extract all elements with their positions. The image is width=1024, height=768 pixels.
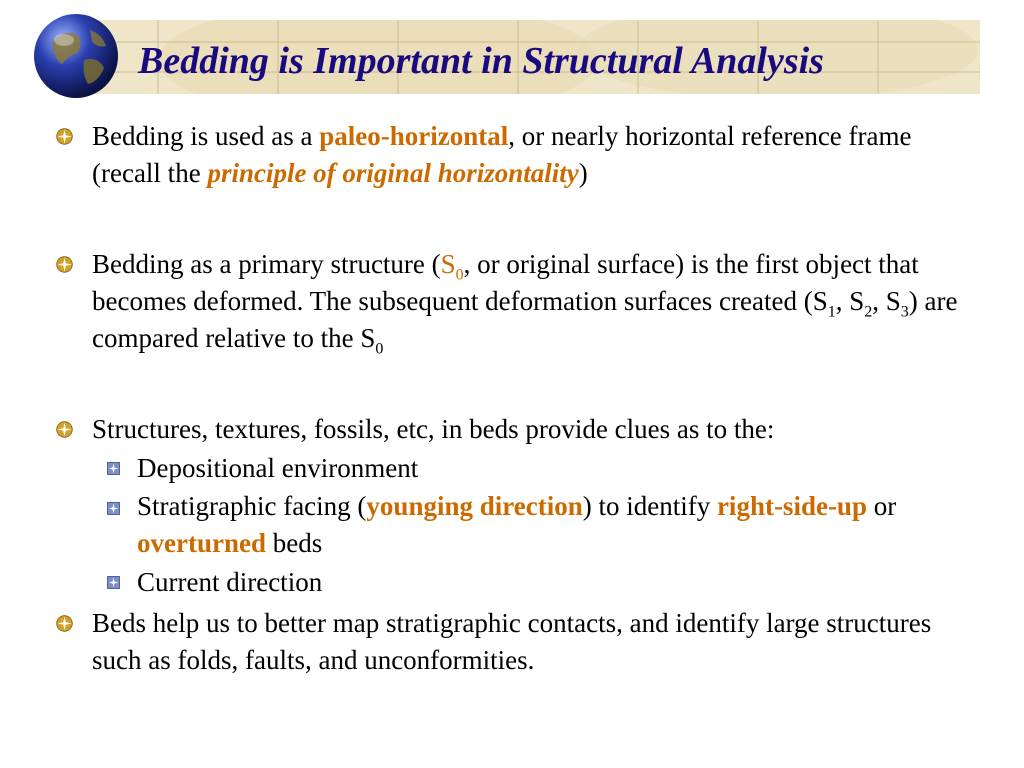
sub-bullet-text: ) to identify (582, 491, 717, 521)
subscript: 3 (900, 303, 909, 321)
sub-bullet-text: or (866, 491, 897, 521)
sub-bullet-depositional (56, 448, 986, 488)
square-compass-icon (107, 576, 120, 589)
bullet-text: , S (835, 286, 865, 316)
globe-icon (32, 12, 120, 100)
bullet-primary-structure (56, 246, 986, 357)
slide-title: Bedding is Important in Structural Analysis (138, 40, 824, 82)
subscript: 1 (827, 303, 836, 321)
bullet-text: , or original surface) is the first object that becomes deformed. The subsequent deformation surfaces created (S (92, 249, 919, 316)
bullet-clues (56, 411, 986, 448)
sub-bullet-text: Stratigraphic facing ( (137, 491, 367, 521)
compass-rose-icon (56, 615, 73, 632)
compass-rose-icon (56, 256, 73, 273)
sub-bullet-text: Current direction (137, 567, 323, 597)
subscript: 0 (375, 340, 384, 358)
subscript: 2 (864, 303, 873, 321)
bullet-paleo-horizontal (56, 118, 986, 192)
bullet-text: Beds help us to better map stratigraphic contacts, and identify large structures such as folds, faults, and unconformities. (92, 608, 932, 675)
bullet-text: , or nearly horizontal reference frame (recall the (92, 121, 912, 188)
s0-subscript: 0 (455, 266, 464, 284)
bullet-text: , S (872, 286, 901, 316)
slide-content (56, 118, 986, 679)
bullet-text: ) (578, 158, 588, 188)
square-compass-icon (107, 462, 120, 475)
sub-bullet-text: Depositional environment (137, 453, 419, 483)
highlight-right-side-up: right-side-up (716, 491, 867, 521)
bullet-mapping (56, 605, 986, 679)
compass-rose-icon (56, 128, 73, 145)
highlight-younging-direction: younging direction (366, 491, 583, 521)
highlight-overturned: overturned (137, 528, 266, 558)
sub-bullet-current (56, 562, 986, 602)
sub-bullet-facing (56, 488, 986, 562)
bullet-text: Bedding as a primary structure ( (92, 249, 441, 279)
square-compass-icon (107, 502, 120, 515)
compass-rose-icon (56, 421, 73, 438)
s0-letter: S (440, 249, 456, 279)
bullet-text: Structures, textures, fossils, etc, in beds provide clues as to the: (92, 414, 775, 444)
highlight-paleo-horizontal: paleo-horizontal (319, 121, 509, 151)
bullet-text: ) are compared relative to the S (92, 286, 958, 353)
highlight-principle: principle of original horizontality (207, 158, 579, 188)
sub-bullet-text: beds (265, 528, 323, 558)
bullet-text: Bedding is used as a (92, 121, 320, 151)
